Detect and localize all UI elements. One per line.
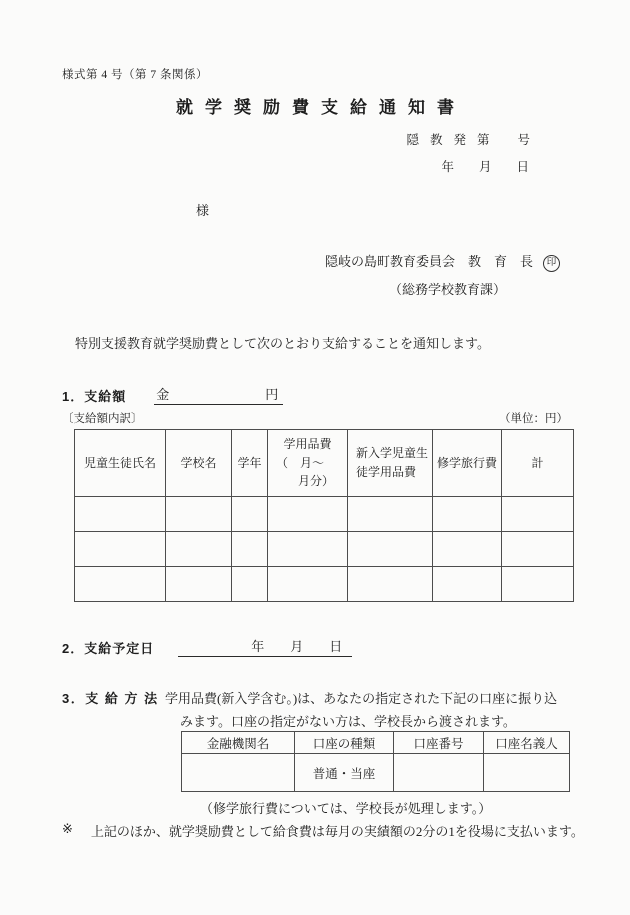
issuer-name: 隠岐の島町教育委員会 教 育 長 — [324, 254, 533, 269]
empty-cell — [348, 567, 433, 602]
section3-text-line2: みます。口座の指定がない方は、学校長から渡されます。 — [180, 714, 516, 729]
col-grade: 学年 — [232, 430, 268, 497]
empty-cell — [75, 567, 166, 602]
section1-amount-row — [62, 384, 283, 405]
empty-cell — [502, 497, 574, 532]
empty-cell — [348, 532, 433, 567]
empty-cell — [232, 532, 268, 567]
notice-text: 特別支援教育就学奨励費として次のとおり支給することを通知します。 — [75, 336, 490, 351]
payment-date-fill-in: 年 月 日 — [178, 636, 352, 657]
empty-cell — [232, 567, 268, 602]
empty-cell — [502, 532, 574, 567]
empty-cell — [182, 754, 295, 792]
section1-label: 1．支給額 — [62, 389, 127, 404]
col-new-entry-supplies: 新入学児童生 徒学用品費 — [348, 430, 433, 497]
empty-cell — [268, 567, 348, 602]
unit-label: （単位：円） — [499, 413, 568, 425]
empty-cell — [232, 497, 268, 532]
empty-cell — [348, 497, 433, 532]
document-title: 就学奨励費支給通知書 — [176, 98, 466, 117]
bank-header-row — [182, 732, 570, 754]
empty-cell — [75, 497, 166, 532]
col-school-trip: 修学旅行費 — [433, 430, 502, 497]
breakdown-header-row — [75, 430, 574, 497]
empty-cell — [75, 532, 166, 567]
doc-number-line — [406, 130, 530, 148]
empty-cell — [433, 497, 502, 532]
section2-label: 2．支給予定日 — [62, 641, 155, 656]
amount-prefix: 金 — [156, 387, 170, 402]
bank-account-table — [181, 731, 570, 792]
section3-text-line1: 学用品費(新入学含む。)は、あなたの指定された下記の口座に振り込 — [165, 691, 558, 706]
col-account-type: 口座の種類 — [295, 732, 394, 754]
breakdown-table — [74, 429, 574, 602]
col-bank-name: 金融機関名 — [182, 732, 295, 754]
col-total: 計 — [502, 430, 574, 497]
empty-cell — [394, 754, 484, 792]
issuer-department: （総務学校教育課） — [389, 282, 507, 297]
empty-cell — [484, 754, 570, 792]
col-supplies: 学用品費 （ 月～ 月分） — [268, 430, 348, 497]
empty-cell — [433, 567, 502, 602]
empty-cell — [502, 567, 574, 602]
school-trip-note: （修学旅行費については、学校長が処理します。） — [200, 801, 492, 816]
footnote-marker: ※ — [62, 821, 73, 836]
form-number: 様式第 4 号（第 7 条関係） — [62, 69, 208, 81]
empty-cell — [166, 532, 232, 567]
empty-cell — [433, 532, 502, 567]
section3-label: 3．支 給 方 法 — [62, 691, 159, 706]
empty-cell — [268, 532, 348, 567]
col-account-holder: 口座名義人 — [484, 732, 570, 754]
doc-number-suffix: 号 — [517, 133, 530, 147]
amount-fill-in — [154, 384, 283, 405]
amount-suffix: 円 — [265, 387, 279, 402]
empty-cell — [166, 567, 232, 602]
footnote-text: 上記のほか、就学奨励費として給食費は毎月の実績額の2分の1を役場に支払います。 — [90, 824, 584, 839]
section2-date-row — [62, 636, 352, 657]
doc-number-prefix: 隠教発第 — [406, 133, 501, 147]
col-account-number: 口座番号 — [394, 732, 484, 754]
bank-entry-row — [182, 754, 570, 792]
breakdown-empty-row — [75, 497, 574, 532]
breakdown-label: 〔支給額内訳〕 — [62, 413, 143, 425]
issuer-line — [325, 251, 560, 272]
breakdown-empty-row — [75, 532, 574, 567]
col-school: 学校名 — [166, 430, 232, 497]
empty-cell — [268, 497, 348, 532]
empty-cell — [166, 497, 232, 532]
breakdown-empty-row — [75, 567, 574, 602]
account-type-value: 普通・当座 — [295, 754, 394, 792]
footnote — [62, 821, 584, 840]
col-student-name: 児童生徒氏名 — [75, 430, 166, 497]
seal-mark-icon: 印 — [543, 255, 560, 272]
addressee-suffix: 様 — [196, 203, 210, 218]
issue-date-line: 年 月 日 — [441, 160, 529, 174]
